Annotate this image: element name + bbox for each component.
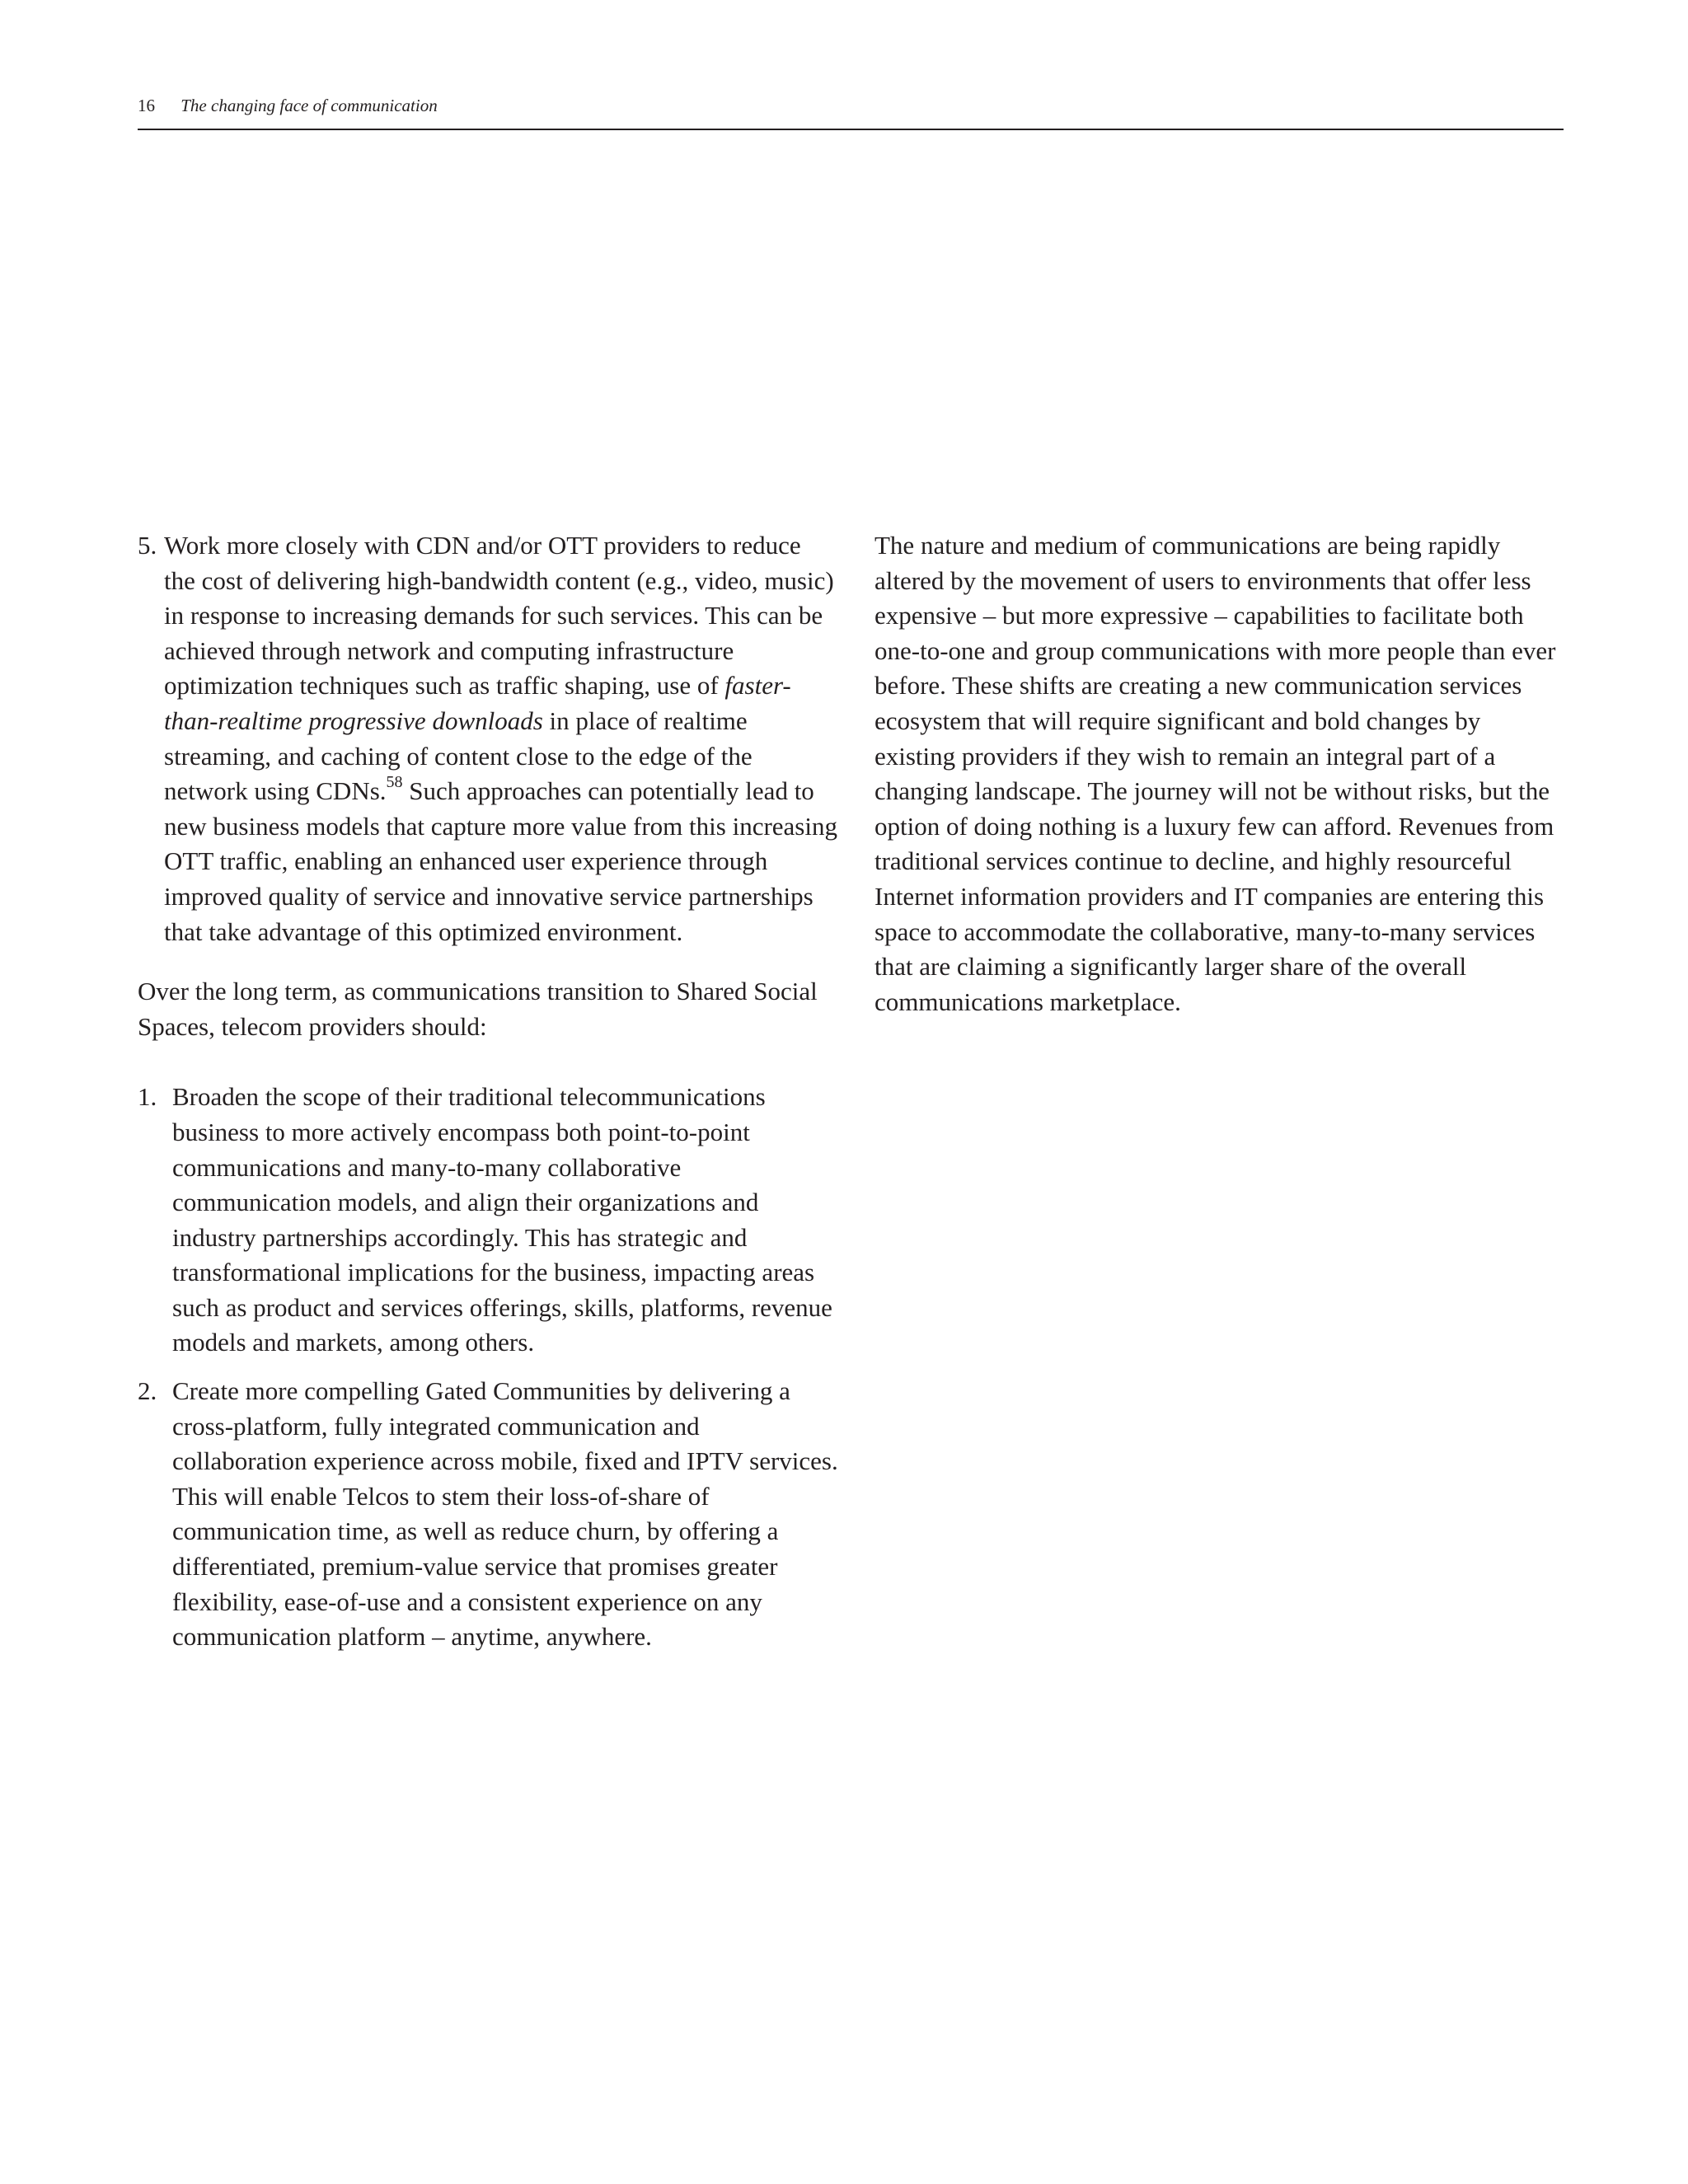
- footnote-marker: 58: [386, 772, 403, 791]
- page-number: 16: [138, 96, 155, 115]
- text-segment: Such approaches can potentially lead to new business models that capture more value from this increasing OTT traffic, enabling an enhanced user experience through improved quality of service and innovative service partnerships that take advantage of this optimized environment.: [164, 776, 837, 946]
- list-item-1: [138, 1080, 838, 1361]
- text-segment: Work more closely with CDN and/or OTT providers to reduce the cost of delivering high-bandwidth content (e.g., video, music) in response to increasing demands for such services. This can be achieved through network and computing infrastructure optimization techniques such as traffic shaping, use of: [164, 531, 834, 701]
- text-segment: in place of realtime streaming, and caching of content close to the edge of the network using CDNs.: [164, 705, 753, 806]
- list-number: 1.: [138, 1082, 157, 1112]
- list-number: 5.: [138, 531, 157, 560]
- body-paragraph: The nature and medium of communications are being rapidly altered by the movement of users to environments that offer less expensive – but more expressive – capabilities to facilitate both one-to-one and group communications with more people than ever before. These shifts are creating a new communication services ecosystem that will require significant and bold changes by existing providers if they wish to remain an integral part of a changing landscape. The journey will not be without risks, but the option of doing nothing is a luxury few can afford. Revenues from traditional services continue to decline, and highly resourceful Internet information providers and IT companies are entering this space to accommodate the collaborative, many-to-many services that are claiming a significantly larger share of the overall communications marketplace.: [874, 531, 1556, 1016]
- list-number: 2.: [138, 1376, 157, 1406]
- list-item-5: [138, 528, 838, 949]
- list-item-text: [164, 528, 838, 949]
- italic-phrase: faster-than-realtime progressive downloads: [164, 671, 791, 735]
- running-header: [138, 92, 1564, 130]
- running-title: The changing face of communication: [181, 96, 438, 115]
- right-column: [874, 528, 1567, 1019]
- intro-paragraph: Over the long term, as communications transition to Shared Social Spaces, telecom providers should:: [138, 977, 818, 1041]
- list-item-text: Create more compelling Gated Communities by delivering a cross-platform, fully integrated communication and collaboration experience across mobile, fixed and IPTV services. This will enable Telcos to stem their loss-of-share of communication time, as well as reduce churn, by offering a differentiated, premium-value service that promises greater flexibility, ease-of-use and a consistent experience on any communication platform – anytime, anywhere.: [172, 1376, 838, 1652]
- list-item-text: Broaden the scope of their traditional telecommunications business to more actively encompass both point-to-point communications and many-to-many collaborative communication models, and align their organizations and industry partnerships accordingly. This has strategic and transformational implications for the business, impacting areas such as product and services offerings, skills, platforms, revenue models and markets, among others.: [172, 1082, 832, 1357]
- left-column: [138, 528, 838, 1655]
- list-item-2: [138, 1374, 838, 1655]
